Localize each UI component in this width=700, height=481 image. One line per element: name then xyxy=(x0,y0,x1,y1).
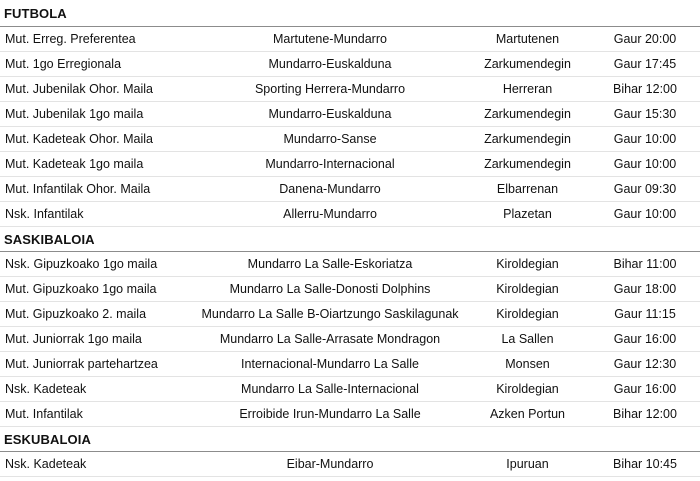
match-cell: Erroibide Irun-Mundarro La Salle xyxy=(239,407,421,421)
table-row xyxy=(0,277,700,302)
match-cell: Mundarro La Salle-Eskoriatza xyxy=(247,257,413,271)
match-cell: Danena-Mundarro xyxy=(279,182,381,196)
section-futbola xyxy=(0,0,700,227)
category-cell: Mut. Kadeteak 1go maila xyxy=(5,157,144,171)
category-cell: Mut. Jubenilak Ohor. Maila xyxy=(5,82,153,96)
time-cell: Gaur 20:00 xyxy=(613,32,677,46)
category-cell: Mut. Kadeteak Ohor. Maila xyxy=(5,132,153,146)
table-row xyxy=(0,452,700,477)
time-cell: Bihar 11:00 xyxy=(613,257,677,271)
time-cell: Gaur 09:30 xyxy=(613,182,677,196)
venue-cell: Kiroldegian xyxy=(496,307,559,321)
table-row xyxy=(0,77,700,102)
table-row xyxy=(0,302,700,327)
section-saskibaloia xyxy=(0,227,700,427)
time-cell: Gaur 10:00 xyxy=(613,207,677,221)
time-cell: Gaur 17:45 xyxy=(613,57,677,71)
time-cell: Gaur 10:00 xyxy=(613,132,677,146)
time-cell: Gaur 11:15 xyxy=(614,307,676,321)
table-row xyxy=(0,402,700,427)
time-cell: Bihar 12:00 xyxy=(613,407,677,421)
match-cell: Allerru-Mundarro xyxy=(283,207,377,221)
match-cell: Mundarro-Euskalduna xyxy=(268,57,392,71)
venue-cell: Elbarrenan xyxy=(496,182,559,196)
section-eskubaloia xyxy=(0,427,700,477)
match-cell: Eibar-Mundarro xyxy=(286,457,374,471)
section-title: SASKIBALOIA xyxy=(0,227,700,252)
section-title: ESKUBALOIA xyxy=(0,427,700,452)
table-row xyxy=(0,327,700,352)
category-cell: Mut. Juniorrak partehartzea xyxy=(5,357,158,371)
venue-cell: Kiroldegian xyxy=(496,282,559,296)
table-row xyxy=(0,177,700,202)
time-cell: Bihar 10:45 xyxy=(613,457,677,471)
table-row xyxy=(0,102,700,127)
venue-cell: Kiroldegian xyxy=(496,257,559,271)
match-cell: Martutene-Mundarro xyxy=(273,32,387,46)
category-cell: Nsk. Infantilak xyxy=(5,207,84,221)
category-cell: Mut. Gipuzkoako 2. maila xyxy=(5,307,147,321)
venue-cell: La Sallen xyxy=(501,332,554,346)
time-cell: Gaur 12:30 xyxy=(613,357,677,371)
category-cell: Mut. Erreg. Preferentea xyxy=(5,32,136,46)
category-cell: Mut. Infantilak xyxy=(5,407,83,421)
venue-cell: Monsen xyxy=(505,357,550,371)
section-title: FUTBOLA xyxy=(0,0,700,27)
match-cell: Internacional-Mundarro La Salle xyxy=(241,357,419,371)
category-cell: Nsk. Kadeteak xyxy=(5,457,87,471)
venue-cell: Zarkumendegin xyxy=(484,57,571,71)
time-cell: Gaur 18:00 xyxy=(613,282,677,296)
category-cell: Mut. Infantilak Ohor. Maila xyxy=(5,182,151,196)
time-cell: Bihar 12:00 xyxy=(613,82,677,96)
venue-cell: Plazetan xyxy=(503,207,552,221)
match-cell: Mundarro La Salle-Internacional xyxy=(241,382,419,396)
table-row xyxy=(0,52,700,77)
category-cell: Nsk. Gipuzkoako 1go maila xyxy=(5,257,158,271)
category-cell: Mut. Gipuzkoako 1go maila xyxy=(5,282,157,296)
category-cell: Mut. Jubenilak 1go maila xyxy=(5,107,144,121)
venue-cell: Herreran xyxy=(502,82,553,96)
venue-cell: Kiroldegian xyxy=(496,382,559,396)
time-cell: Gaur 10:00 xyxy=(613,157,677,171)
table-row xyxy=(0,352,700,377)
table-row xyxy=(0,127,700,152)
venue-cell: Ipuruan xyxy=(506,457,549,471)
match-cell: Sporting Herrera-Mundarro xyxy=(254,82,406,96)
match-cell: Mundarro-Sanse xyxy=(283,132,377,146)
table-row xyxy=(0,202,700,227)
match-cell: Mundarro-Internacional xyxy=(265,157,395,171)
match-cell: Mundarro La Salle-Donosti Dolphins xyxy=(229,282,431,296)
table-row xyxy=(0,377,700,402)
time-cell: Gaur 15:30 xyxy=(613,107,677,121)
category-cell: Nsk. Kadeteak xyxy=(5,382,87,396)
table-row xyxy=(0,252,700,277)
time-cell: Gaur 16:00 xyxy=(613,332,677,346)
category-cell: Mut. Juniorrak 1go maila xyxy=(5,332,142,346)
time-cell: Gaur 16:00 xyxy=(613,382,677,396)
category-cell: Mut. 1go Erregionala xyxy=(5,57,122,71)
venue-cell: Azken Portun xyxy=(489,407,566,421)
venue-cell: Zarkumendegin xyxy=(484,107,571,121)
venue-cell: Zarkumendegin xyxy=(484,157,571,171)
venue-cell: Zarkumendegin xyxy=(484,132,571,146)
table-row xyxy=(0,152,700,177)
venue-cell: Martutenen xyxy=(495,32,560,46)
match-cell: Mundarro La Salle B-Oiartzungo Saskilagunak xyxy=(201,307,459,321)
match-cell: Mundarro-Euskalduna xyxy=(268,107,392,121)
table-row xyxy=(0,27,700,52)
match-cell: Mundarro La Salle-Arrasate Mondragon xyxy=(219,332,441,346)
